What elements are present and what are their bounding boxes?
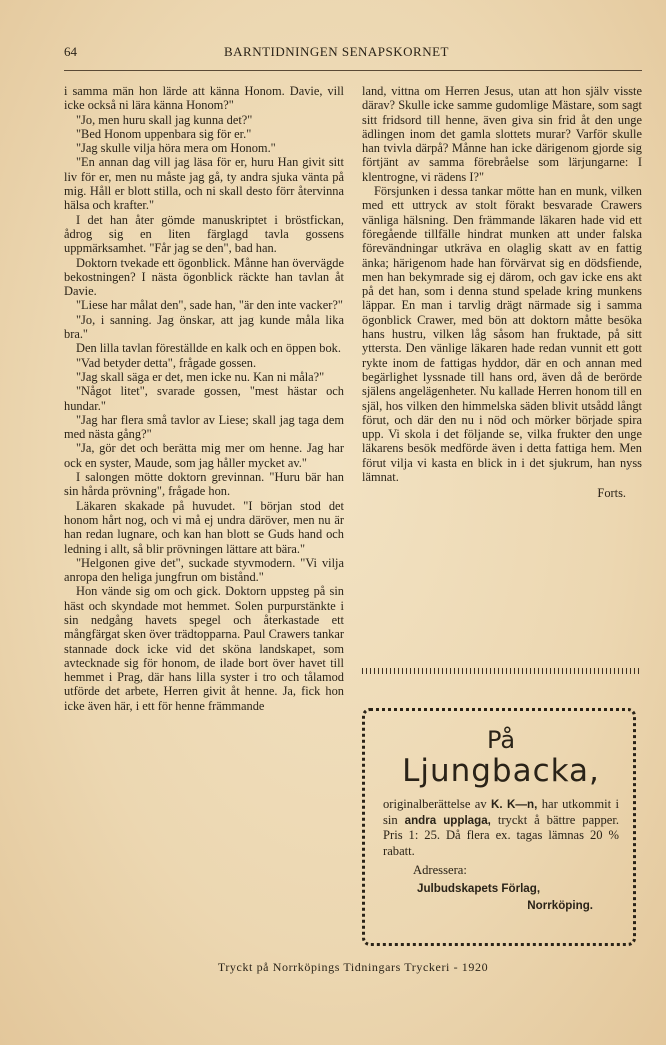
ad-edition: andra upplaga, [404,813,491,827]
paragraph: Läkaren skakade på huvudet. "I början stod det honom hårt nog, och vi må ej undra däröver, men nu är han redan lugnare, och kan han blott se Guds hand och ledning i allt, så blir prövningen lättare att bära." [64,498,344,556]
paragraph: "Jag skall säga er det, men icke nu. Kan ni måla?" [76,369,325,384]
paragraph: I salongen mötte doktorn grevinnan. "Huru bär han sin hårda prövning", frågade hon. [64,470,344,499]
paragraph: "Ja, gör det och berätta mig mer om henne. Jag har ock en syster, Maude, som jag håller mycket av." [64,441,344,470]
paragraph: "Jo, i sanning. Jag önskar, att jag kunde måla lika bra." [64,312,344,342]
paragraph: "Vad betyder detta", frågade gossen. [76,355,257,370]
printer-imprint: Tryckt på Norrköpings Tidningars Tryckeri - 1920 [217,960,489,974]
paragraph: Hon vände sig om och gick. Doktorn uppsteg på sin häst och skyndade mot hemmet. Solen purpurstänkte i sin nedgång havets spegel och återkastade ett mångfärgat sken över trädtopparna. Paul Crawers tankar stannade dock icke vid det sköna landskapet, som avtecknade sig för honom, de ilade bort över havet till hemmet i Prag, där hans lilla syster i tro och tålamod utförde det arbete, Herren givit åt henne. Ja, fick hon icke även här, i ett för henne främmande [64,584,344,713]
right-text-column [362,84,642,501]
ad-description [383,797,619,859]
ad-address-label: Adressera: [413,863,467,877]
paragraph: "Liese har målat den", sade han, "är den inte vacker?" [76,298,343,313]
ad-text-part: har utkommit i sin [383,797,619,827]
paragraph: "Helgonen give det", suckade styvmodern. "Vi vilja anropa den heliga jungfrun om bistånd." [64,555,344,585]
paragraph: Den lilla tavlan föreställde en kalk och en öppen bok. [76,341,341,356]
ad-city: Norrköping. [527,899,593,912]
paragraph: land, vittna om Herren Jesus, utan att hon själv visste därav? Skulle icke samme gudomlige Mästare, som sagt sitt fridsord till henne, även giva sin frid åt den unge ädlingen inom det gamla slottets murar? Varför skulle han tvivla därpå? Månne han icke därigenom gjorde sig förtjänt av samma förebråelse som lärjungarne: I klentrogne, vi rädens I?" [362,84,642,184]
paragraph: I det han åter gömde manuskriptet i bröstfickan, ådrog sig en liten färglagd tavla gossens uppmärksamhet. "Får jag se den", bad han. [64,212,344,256]
ad-text-part: originalberättelse av [383,797,487,811]
running-head: BARNTIDNINGEN SENAPSKORNET [224,44,449,59]
left-text-column [64,84,344,713]
paragraph: Försjunken i dessa tankar mötte han en munk, vilken med ett uttryck av stolt förakt besvarade Crawers vänliga hälsning. Den främmande läkaren hade vid ett föregående tillfälle hindrat munken att under falska förevändningar utkräva en olaglig skatt av en fattig änka; härigenom hade han förvärvat sig en dödsfiende, men han bekymrade sig ej därom, och gav icke ens akt på det han, som i denna stund spelade kring munkens läppar. En man i tarvlig drägt närmade sig i samma ögonblick Crawer, med bön att doktorn måtte besöka hans hustru, vilken låg såsom han fruktade, på sitt yttersta. Den vänlige läkaren hade redan vunnit ett gott rykte inom de fattigas hyddor, där en och annan med begärlighet lyssnade till hans ord, även då de berörde själens angelägenheter. Nu kallade Herren honom till en själ, hos vilken den himmelska säden blivit utsådd långt förut, och där den nu i nöd och mörker började spira upp. Vi skola i det följande se, vilka frukter den unge läkarens besök medförde även i detta fattiga hem. Men förut vilja vi kasta en blick in i det sjukrum, han nyss lämnat. [362,184,642,485]
paragraph: i samma män hon lärde att känna Honom. Davie, vill icke också ni lära känna Honom?" [64,84,344,113]
ad-title-small: På [486,726,516,754]
paragraph: "Jo, men huru skall jag kunna det?" [76,112,253,127]
paragraph: "Jag har flera små tavlor av Liese; skall jag taga dem med nästa gång?" [64,412,344,442]
paragraph: "Något litet", svarade gossen, "mest hästar och hundar." [64,384,344,413]
ad-publisher: Julbudskapets Förlag, [417,882,541,895]
ad-author: K. K—n, [491,798,538,811]
dotted-divider [362,668,642,674]
advertisement-box [362,708,636,946]
continued-signature: Forts. [597,486,626,501]
page-number: 64 [64,44,77,59]
page-header [64,40,642,71]
paragraph: "Jag skulle vilja höra mera om Honom." [76,141,276,156]
ad-text-part: tryckt å bättre papper. Pris 1: 25. Då flera ex. tagas lämnas 20 % rabatt. [383,812,619,858]
ad-title: Ljungbacka, [402,753,600,789]
paragraph: Doktorn tvekade ett ögonblick. Månne han övervägde bekostningen? I nästa ögonblick räckte han tavlan åt Davie. [64,255,344,299]
paragraph: "Bed Honom uppenbara sig för er." [76,126,252,141]
paragraph: "En annan dag vill jag läsa för er, huru Han givit sitt liv för er, men nu måste jag gå, ty andra sjuka vänta på mig. Håll er blott stilla, och ni skall desto förr återvinna hälsa och krafter." [64,155,344,213]
